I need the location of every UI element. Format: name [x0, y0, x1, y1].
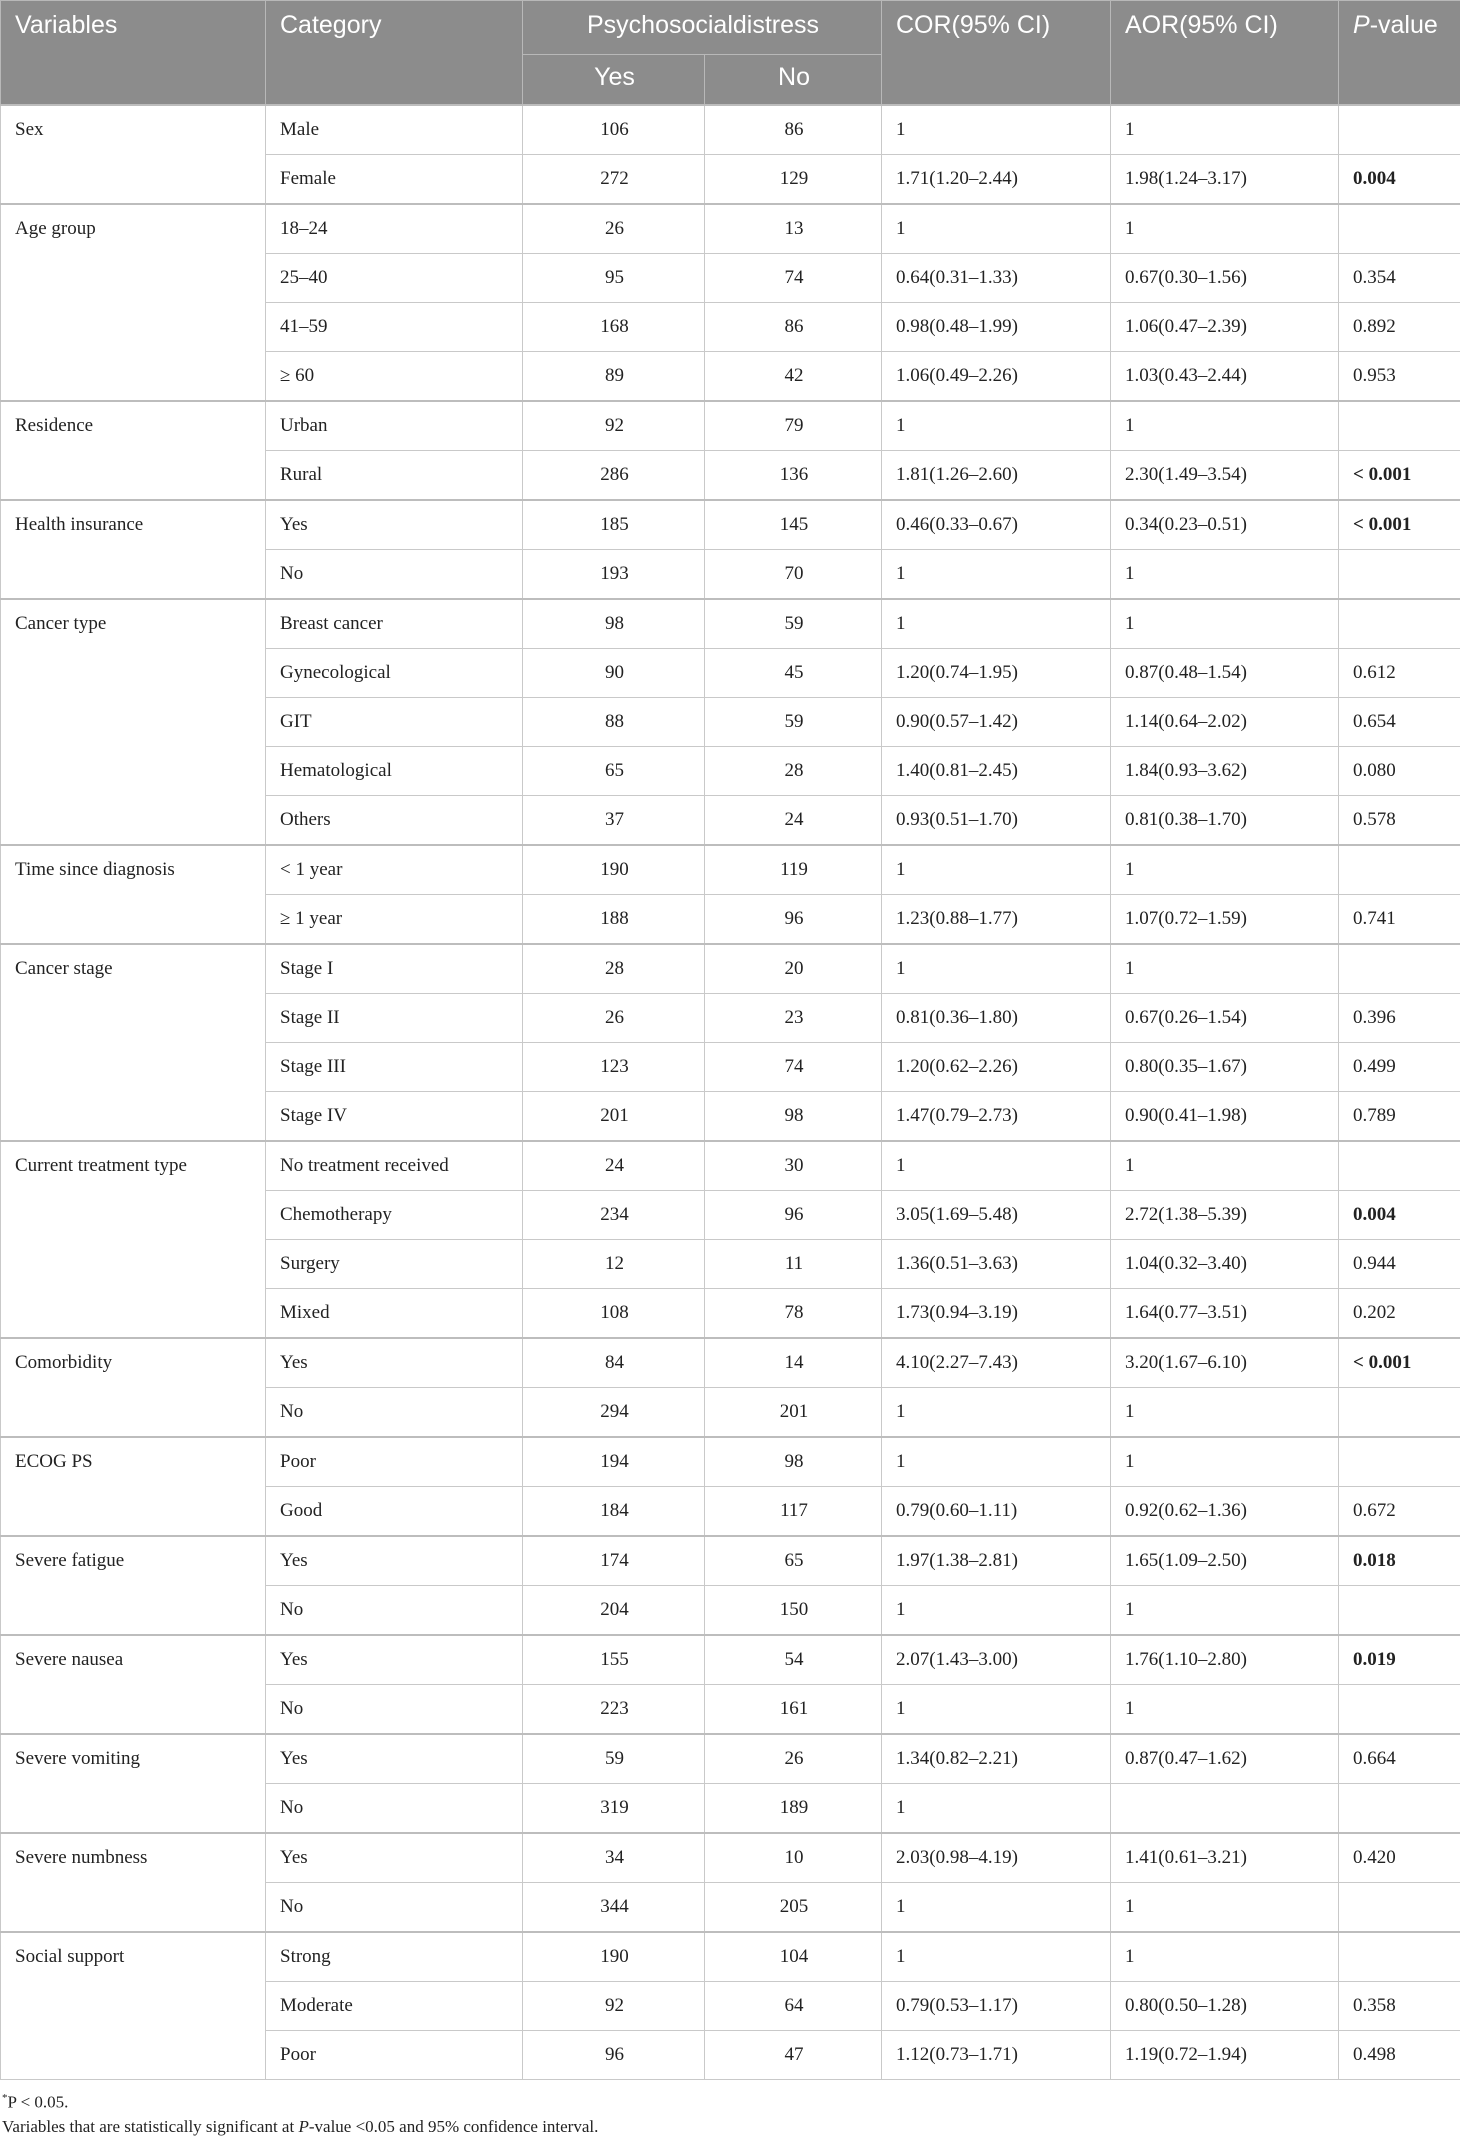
cor-cell: 1.73(0.94–3.19) [882, 1289, 1111, 1339]
no-count-cell: 78 [705, 1289, 882, 1339]
category-cell: No [266, 1685, 523, 1735]
yes-count-cell: 92 [523, 1982, 705, 2031]
cor-cell: 1 [882, 1141, 1111, 1191]
no-count-cell: 145 [705, 500, 882, 550]
no-count-cell: 13 [705, 204, 882, 254]
category-cell: Others [266, 796, 523, 846]
no-count-cell: 28 [705, 747, 882, 796]
yes-count-cell: 190 [523, 1932, 705, 1982]
aor-cell: 0.81(0.38–1.70) [1111, 796, 1339, 846]
no-count-cell: 26 [705, 1734, 882, 1784]
no-count-cell: 23 [705, 994, 882, 1043]
no-count-cell: 59 [705, 599, 882, 649]
p-value-cell [1339, 550, 1460, 600]
no-count-cell: 47 [705, 2031, 882, 2080]
yes-count-cell: 185 [523, 500, 705, 550]
no-count-cell: 104 [705, 1932, 882, 1982]
aor-cell: 1 [1111, 944, 1339, 994]
yes-count-cell: 106 [523, 105, 705, 155]
no-count-cell: 24 [705, 796, 882, 846]
cor-cell: 1.34(0.82–2.21) [882, 1734, 1111, 1784]
yes-count-cell: 95 [523, 254, 705, 303]
category-cell: Stage IV [266, 1092, 523, 1142]
cor-cell: 1.06(0.49–2.26) [882, 352, 1111, 402]
no-count-cell: 129 [705, 155, 882, 205]
aor-cell: 1 [1111, 1883, 1339, 1933]
aor-cell: 1.76(1.10–2.80) [1111, 1635, 1339, 1685]
cor-cell: 2.03(0.98–4.19) [882, 1833, 1111, 1883]
aor-cell: 0.80(0.35–1.67) [1111, 1043, 1339, 1092]
cor-cell: 1.20(0.74–1.95) [882, 649, 1111, 698]
yes-count-cell: 88 [523, 698, 705, 747]
no-count-cell: 86 [705, 105, 882, 155]
variable-cell: Social support [1, 1932, 266, 2080]
aor-cell: 0.34(0.23–0.51) [1111, 500, 1339, 550]
aor-cell: 1 [1111, 1388, 1339, 1438]
table-row [1, 1932, 1460, 1982]
no-count-cell: 74 [705, 254, 882, 303]
variable-cell: Severe numbness [1, 1833, 266, 1932]
yes-count-cell: 190 [523, 845, 705, 895]
category-cell: Urban [266, 401, 523, 451]
yes-count-cell: 90 [523, 649, 705, 698]
yes-count-cell: 193 [523, 550, 705, 600]
cor-cell: 1 [882, 1388, 1111, 1438]
aor-cell: 0.87(0.48–1.54) [1111, 649, 1339, 698]
cor-cell: 1 [882, 105, 1111, 155]
no-count-cell: 189 [705, 1784, 882, 1834]
variable-cell: Residence [1, 401, 266, 500]
category-cell: No [266, 1586, 523, 1636]
no-count-cell: 74 [705, 1043, 882, 1092]
yes-count-cell: 184 [523, 1487, 705, 1537]
no-count-cell: 201 [705, 1388, 882, 1438]
aor-cell: 1 [1111, 599, 1339, 649]
p-value-cell [1339, 845, 1460, 895]
footnote-explanation: Variables that are statistically significant at P-value <0.05 and 95% confidence interval. [2, 2115, 1460, 2139]
p-value-cell: 0.354 [1339, 254, 1460, 303]
p-value-cell: 0.004 [1339, 155, 1460, 205]
yes-count-cell: 84 [523, 1338, 705, 1388]
p-value-cell: 0.741 [1339, 895, 1460, 945]
yes-count-cell: 28 [523, 944, 705, 994]
cor-cell: 0.64(0.31–1.33) [882, 254, 1111, 303]
no-count-cell: 96 [705, 895, 882, 945]
table-row [1, 1536, 1460, 1586]
aor-cell: 1.19(0.72–1.94) [1111, 2031, 1339, 2080]
category-cell: 25–40 [266, 254, 523, 303]
table-row [1, 105, 1460, 155]
aor-cell: 1.04(0.32–3.40) [1111, 1240, 1339, 1289]
p-value-cell: 0.953 [1339, 352, 1460, 402]
category-cell: 18–24 [266, 204, 523, 254]
category-cell: Yes [266, 1338, 523, 1388]
cor-cell: 1 [882, 1883, 1111, 1933]
table-body [1, 105, 1460, 2080]
p-value-cell: 0.202 [1339, 1289, 1460, 1339]
cor-cell: 1.23(0.88–1.77) [882, 895, 1111, 945]
variable-cell: Current treatment type [1, 1141, 266, 1338]
aor-cell: 1.65(1.09–2.50) [1111, 1536, 1339, 1586]
no-count-cell: 205 [705, 1883, 882, 1933]
cor-cell: 1 [882, 1437, 1111, 1487]
cor-cell: 1 [882, 845, 1111, 895]
aor-cell: 1 [1111, 1932, 1339, 1982]
p-value-cell: 0.358 [1339, 1982, 1460, 2031]
yes-count-cell: 188 [523, 895, 705, 945]
aor-cell: 0.67(0.26–1.54) [1111, 994, 1339, 1043]
yes-count-cell: 272 [523, 155, 705, 205]
category-cell: Hematological [266, 747, 523, 796]
no-count-cell: 161 [705, 1685, 882, 1735]
cor-cell: 0.93(0.51–1.70) [882, 796, 1111, 846]
no-count-cell: 119 [705, 845, 882, 895]
category-cell: Poor [266, 2031, 523, 2080]
p-value-cell: 0.944 [1339, 1240, 1460, 1289]
cor-cell: 0.81(0.36–1.80) [882, 994, 1111, 1043]
yes-count-cell: 319 [523, 1784, 705, 1834]
aor-cell: 2.72(1.38–5.39) [1111, 1191, 1339, 1240]
header-cor: COR(95% CI) [882, 1, 1111, 106]
category-cell: No [266, 1784, 523, 1834]
p-value-cell: 0.396 [1339, 994, 1460, 1043]
aor-cell: 1.14(0.64–2.02) [1111, 698, 1339, 747]
cor-cell: 3.05(1.69–5.48) [882, 1191, 1111, 1240]
category-cell: ≥ 1 year [266, 895, 523, 945]
category-cell: No [266, 1388, 523, 1438]
category-cell: Good [266, 1487, 523, 1537]
variable-cell: Sex [1, 105, 266, 204]
no-count-cell: 79 [705, 401, 882, 451]
no-count-cell: 96 [705, 1191, 882, 1240]
yes-count-cell: 24 [523, 1141, 705, 1191]
no-count-cell: 136 [705, 451, 882, 501]
header-yes: Yes [523, 55, 705, 106]
no-count-cell: 64 [705, 1982, 882, 2031]
category-cell: Female [266, 155, 523, 205]
p-value-cell: 0.018 [1339, 1536, 1460, 1586]
yes-count-cell: 92 [523, 401, 705, 451]
category-cell: No [266, 1883, 523, 1933]
p-value-cell [1339, 1932, 1460, 1982]
cor-cell: 0.98(0.48–1.99) [882, 303, 1111, 352]
category-cell: < 1 year [266, 845, 523, 895]
yes-count-cell: 168 [523, 303, 705, 352]
variable-cell: Severe nausea [1, 1635, 266, 1734]
header-variables: Variables [1, 1, 266, 106]
table-row [1, 944, 1460, 994]
category-cell: 41–59 [266, 303, 523, 352]
table-row [1, 599, 1460, 649]
yes-count-cell: 294 [523, 1388, 705, 1438]
p-value-cell: 0.654 [1339, 698, 1460, 747]
cor-cell: 4.10(2.27–7.43) [882, 1338, 1111, 1388]
aor-cell: 0.87(0.47–1.62) [1111, 1734, 1339, 1784]
p-value-cell [1339, 599, 1460, 649]
yes-count-cell: 123 [523, 1043, 705, 1092]
category-cell: Stage II [266, 994, 523, 1043]
category-cell: Surgery [266, 1240, 523, 1289]
header-distress: Psychosocialdistress [523, 1, 882, 55]
footnotes [0, 2086, 1460, 2139]
aor-cell: 1 [1111, 1685, 1339, 1735]
p-value-cell [1339, 1388, 1460, 1438]
cor-cell: 1 [882, 550, 1111, 600]
p-value-cell [1339, 1141, 1460, 1191]
no-count-cell: 86 [705, 303, 882, 352]
p-value-cell: 0.080 [1339, 747, 1460, 796]
p-value-cell [1339, 204, 1460, 254]
p-value-cell: 0.004 [1339, 1191, 1460, 1240]
yes-count-cell: 234 [523, 1191, 705, 1240]
cor-cell: 1.40(0.81–2.45) [882, 747, 1111, 796]
cor-cell: 1 [882, 944, 1111, 994]
footnote-significance: *P < 0.05. [2, 2086, 1460, 2115]
aor-cell: 1 [1111, 204, 1339, 254]
variable-cell: ECOG PS [1, 1437, 266, 1536]
category-cell: Rural [266, 451, 523, 501]
variable-cell: Cancer type [1, 599, 266, 845]
p-value-cell: 0.672 [1339, 1487, 1460, 1537]
yes-count-cell: 194 [523, 1437, 705, 1487]
category-cell: Breast cancer [266, 599, 523, 649]
p-value-cell [1339, 1784, 1460, 1834]
yes-count-cell: 108 [523, 1289, 705, 1339]
cor-cell: 1 [882, 599, 1111, 649]
category-cell: Yes [266, 1536, 523, 1586]
cor-cell: 1 [882, 1932, 1111, 1982]
p-value-cell: < 0.001 [1339, 500, 1460, 550]
no-count-cell: 54 [705, 1635, 882, 1685]
p-value-cell: 0.498 [1339, 2031, 1460, 2080]
aor-cell: 1 [1111, 845, 1339, 895]
p-value-cell [1339, 1685, 1460, 1735]
p-value-cell: 0.499 [1339, 1043, 1460, 1092]
aor-cell: 1.06(0.47–2.39) [1111, 303, 1339, 352]
cor-cell: 0.79(0.60–1.11) [882, 1487, 1111, 1537]
aor-cell: 0.80(0.50–1.28) [1111, 1982, 1339, 2031]
table-row [1, 204, 1460, 254]
no-count-cell: 98 [705, 1092, 882, 1142]
aor-cell: 1.64(0.77–3.51) [1111, 1289, 1339, 1339]
header-p-value: P-value [1339, 1, 1460, 106]
table-row [1, 1833, 1460, 1883]
yes-count-cell: 12 [523, 1240, 705, 1289]
aor-cell: 1 [1111, 1437, 1339, 1487]
category-cell: Yes [266, 1734, 523, 1784]
p-value-cell [1339, 1437, 1460, 1487]
no-count-cell: 117 [705, 1487, 882, 1537]
yes-count-cell: 174 [523, 1536, 705, 1586]
p-value-cell: 0.664 [1339, 1734, 1460, 1784]
aor-cell: 3.20(1.67–6.10) [1111, 1338, 1339, 1388]
cor-cell: 1.97(1.38–2.81) [882, 1536, 1111, 1586]
category-cell: Mixed [266, 1289, 523, 1339]
cor-cell: 1 [882, 204, 1111, 254]
aor-cell: 0.92(0.62–1.36) [1111, 1487, 1339, 1537]
yes-count-cell: 155 [523, 1635, 705, 1685]
table-row [1, 845, 1460, 895]
aor-cell: 0.67(0.30–1.56) [1111, 254, 1339, 303]
aor-cell: 1.98(1.24–3.17) [1111, 155, 1339, 205]
category-cell: Yes [266, 500, 523, 550]
aor-cell [1111, 1784, 1339, 1834]
no-count-cell: 14 [705, 1338, 882, 1388]
category-cell: Strong [266, 1932, 523, 1982]
no-count-cell: 150 [705, 1586, 882, 1636]
aor-cell: 0.90(0.41–1.98) [1111, 1092, 1339, 1142]
yes-count-cell: 65 [523, 747, 705, 796]
p-value-cell: 0.892 [1339, 303, 1460, 352]
aor-cell: 1.07(0.72–1.59) [1111, 895, 1339, 945]
category-cell: Male [266, 105, 523, 155]
yes-count-cell: 26 [523, 994, 705, 1043]
yes-count-cell: 96 [523, 2031, 705, 2080]
aor-cell: 1 [1111, 105, 1339, 155]
p-value-cell [1339, 401, 1460, 451]
cor-cell: 1 [882, 1586, 1111, 1636]
p-value-cell: 0.578 [1339, 796, 1460, 846]
table-row [1, 1734, 1460, 1784]
aor-cell: 1 [1111, 550, 1339, 600]
cor-cell: 0.90(0.57–1.42) [882, 698, 1111, 747]
header-category: Category [266, 1, 523, 106]
p-value-cell [1339, 1586, 1460, 1636]
table-row [1, 401, 1460, 451]
cor-cell: 0.46(0.33–0.67) [882, 500, 1111, 550]
p-value-cell [1339, 944, 1460, 994]
category-cell: Yes [266, 1635, 523, 1685]
cor-cell: 1 [882, 1784, 1111, 1834]
p-value-cell: < 0.001 [1339, 451, 1460, 501]
cor-cell: 1.81(1.26–2.60) [882, 451, 1111, 501]
p-value-cell: 0.789 [1339, 1092, 1460, 1142]
header-aor: AOR(95% CI) [1111, 1, 1339, 106]
cor-cell: 1.20(0.62–2.26) [882, 1043, 1111, 1092]
table-row [1, 1338, 1460, 1388]
variable-cell: Comorbidity [1, 1338, 266, 1437]
aor-cell: 1.84(0.93–3.62) [1111, 747, 1339, 796]
table-row [1, 1141, 1460, 1191]
variable-cell: Severe fatigue [1, 1536, 266, 1635]
cor-cell: 1.71(1.20–2.44) [882, 155, 1111, 205]
category-cell: Poor [266, 1437, 523, 1487]
table-row [1, 1437, 1460, 1487]
cor-cell: 1 [882, 401, 1111, 451]
table-header [1, 1, 1460, 106]
yes-count-cell: 98 [523, 599, 705, 649]
no-count-cell: 42 [705, 352, 882, 402]
cor-cell: 2.07(1.43–3.00) [882, 1635, 1111, 1685]
p-value-cell: 0.019 [1339, 1635, 1460, 1685]
table-row [1, 1635, 1460, 1685]
category-cell: Chemotherapy [266, 1191, 523, 1240]
category-cell: ≥ 60 [266, 352, 523, 402]
category-cell: GIT [266, 698, 523, 747]
p-value-cell: 0.612 [1339, 649, 1460, 698]
cor-cell: 0.79(0.53–1.17) [882, 1982, 1111, 2031]
cor-cell: 1.47(0.79–2.73) [882, 1092, 1111, 1142]
p-value-cell [1339, 1883, 1460, 1933]
no-count-cell: 98 [705, 1437, 882, 1487]
yes-count-cell: 223 [523, 1685, 705, 1735]
aor-cell: 1 [1111, 1141, 1339, 1191]
yes-count-cell: 59 [523, 1734, 705, 1784]
cor-cell: 1.12(0.73–1.71) [882, 2031, 1111, 2080]
variable-cell: Severe vomiting [1, 1734, 266, 1833]
yes-count-cell: 37 [523, 796, 705, 846]
category-cell: Stage I [266, 944, 523, 994]
aor-cell: 2.30(1.49–3.54) [1111, 451, 1339, 501]
category-cell: Gynecological [266, 649, 523, 698]
category-cell: Yes [266, 1833, 523, 1883]
yes-count-cell: 286 [523, 451, 705, 501]
category-cell: Moderate [266, 1982, 523, 2031]
yes-count-cell: 344 [523, 1883, 705, 1933]
yes-count-cell: 89 [523, 352, 705, 402]
p-value-cell: 0.420 [1339, 1833, 1460, 1883]
no-count-cell: 45 [705, 649, 882, 698]
p-value-cell: < 0.001 [1339, 1338, 1460, 1388]
aor-cell: 1.03(0.43–2.44) [1111, 352, 1339, 402]
variable-cell: Cancer stage [1, 944, 266, 1141]
yes-count-cell: 34 [523, 1833, 705, 1883]
yes-count-cell: 204 [523, 1586, 705, 1636]
category-cell: No treatment received [266, 1141, 523, 1191]
category-cell: No [266, 550, 523, 600]
yes-count-cell: 201 [523, 1092, 705, 1142]
no-count-cell: 30 [705, 1141, 882, 1191]
variable-cell: Age group [1, 204, 266, 401]
no-count-cell: 70 [705, 550, 882, 600]
category-cell: Stage III [266, 1043, 523, 1092]
p-value-cell [1339, 105, 1460, 155]
no-count-cell: 10 [705, 1833, 882, 1883]
aor-cell: 1.41(0.61–3.21) [1111, 1833, 1339, 1883]
no-count-cell: 20 [705, 944, 882, 994]
no-count-cell: 11 [705, 1240, 882, 1289]
variable-cell: Time since diagnosis [1, 845, 266, 944]
cor-cell: 1 [882, 1685, 1111, 1735]
cor-cell: 1.36(0.51–3.63) [882, 1240, 1111, 1289]
aor-cell: 1 [1111, 401, 1339, 451]
header-no: No [705, 55, 882, 106]
no-count-cell: 65 [705, 1536, 882, 1586]
no-count-cell: 59 [705, 698, 882, 747]
table-row [1, 500, 1460, 550]
variable-cell: Health insurance [1, 500, 266, 599]
yes-count-cell: 26 [523, 204, 705, 254]
aor-cell: 1 [1111, 1586, 1339, 1636]
